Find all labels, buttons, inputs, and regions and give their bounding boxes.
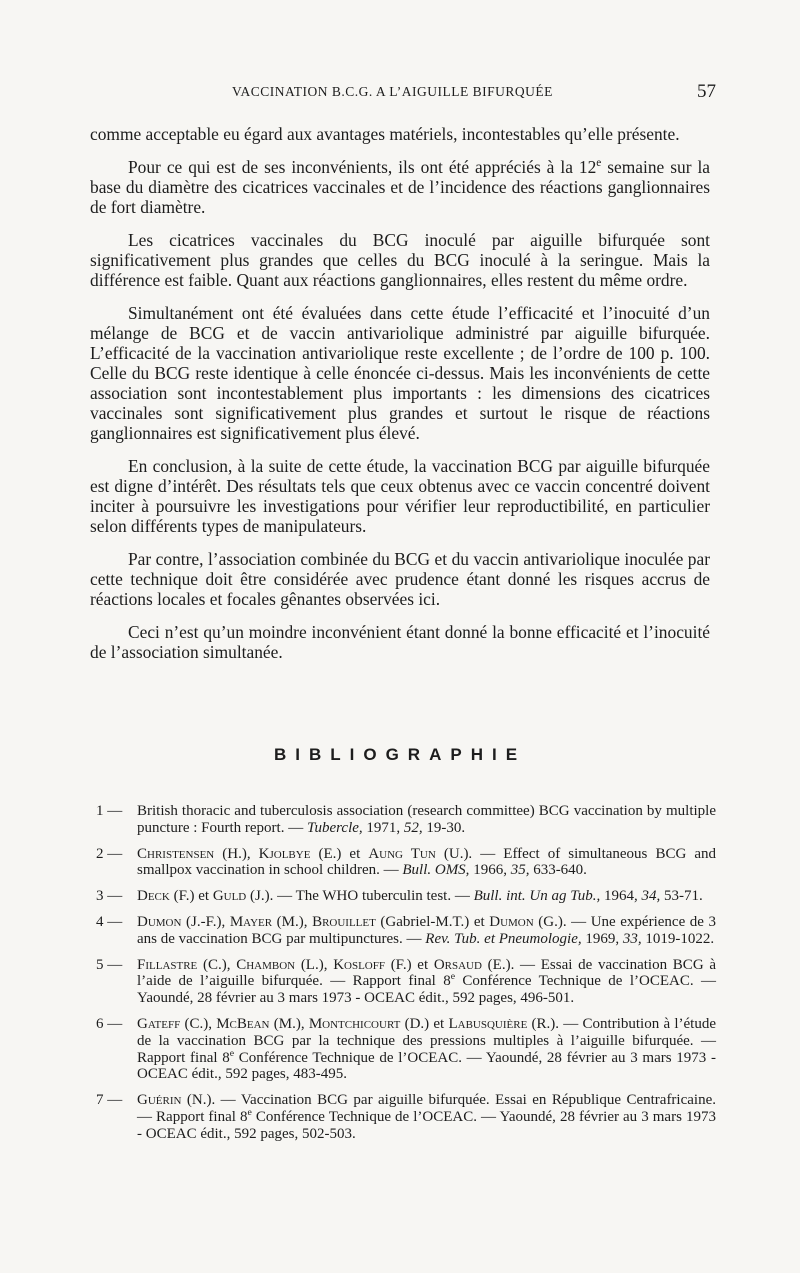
paragraph-5: En conclusion, à la suite de cette étude, la vaccination BCG par aiguille bifurquée est digne d’intérêt. Des résultats tels que ceux obtenus avec ce vaccin concentré doivent inciter à poursuivre les investigations pour vérifier leur reproductibilité, en particulier selon différents types de manipulateurs. [90, 456, 710, 536]
paragraph-4: Simultanément ont été évaluées dans cette étude l’efficacité et l’inocuité d’un mélange de BCG et de vaccin antivariolique administré par aiguille bifurquée. L’efficacité de la vaccination antivariolique reste excellente ; de l’ordre de 100 p. 100. Celle du BCG reste identique à celle énoncée ci-dessus. Mais les inconvénients de cette association sont incontestablement plus importants : les dimensions des cicatrices vaccinales sont significativement plus grandes et surtout le risque de réactions ganglionnaires est significativement plus élevé. [90, 303, 710, 443]
reference-text: Dumon (J.-F.), Mayer (M.), Brouillet (Gabriel-M.T.) et Dumon (G.). — Une expérience de 3 ans de vaccination BCG par multipunctures. — Rev. Tub. et Pneumologie, 1969, 33, 1019-1022. [137, 913, 717, 947]
reference-number: 5 — [96, 956, 123, 973]
reference-number: 4 — [96, 913, 123, 930]
reference-item [96, 846, 716, 880]
reference-number: 6 — [96, 1015, 123, 1032]
reference-number: 2 — [96, 845, 123, 862]
reference-number: 1 — [96, 803, 123, 819]
reference-item [96, 914, 716, 948]
reference-item [96, 957, 716, 1007]
running-title: VACCINATION B.C.G. A L’AIGUILLE BIFURQUÉE [232, 84, 553, 99]
paragraph-2: Pour ce qui est de ses inconvénients, ils ont été appréciés à la 12e semaine sur la base du diamètre des cicatrices vaccinales et de l’incidence des réactions ganglionnaires de fort diamètre. [90, 157, 711, 217]
reference-text: British thoracic and tuberculosis association (research committee) BCG vaccination by multiple puncture : Fourth report. — Tubercle, 1971, 52, 19-30. [137, 803, 716, 836]
reference-text: Guérin (N.). — Vaccination BCG par aiguille bifurquée. Essai en République Centrafricaine. — Rapport final 8e Conférence Technique de l’OCEAC. — Yaoundé, 28 février au 3 mars 1973 - OCEAC édit., 592 pages, 502-503. [137, 1092, 716, 1142]
reference-text: Christensen (H.), Kjolbye (E.) et Aung Tun (U.). — Effect of simultaneous BCG and smallpox vaccination in school children. — Bull. OMS, 1966, 35, 633-640. [137, 845, 716, 879]
paragraph-6: Par contre, l’association combinée du BCG et du vaccin antivariolique inoculée par cette technique doit être considérée avec prudence étant donné les risques accrus de réactions locales et focales gênantes observées ici. [90, 549, 710, 609]
bibliography-heading: BIBLIOGRAPHIE [273, 745, 527, 764]
reference-number: 3 — [96, 888, 123, 905]
reference-list [96, 803, 716, 1152]
reference-number: 7 — [96, 1092, 123, 1109]
reference-item [96, 888, 716, 905]
page-number: 57 [697, 81, 716, 102]
reference-text: Gateff (C.), McBean (M.), Montchicourt (D.) et Labusquière (R.). — Contribution à l’étude de la vaccination BCG par la technique des pressions multiples à l’aiguille bifurquée. — Rapport final 8e Conférence Technique de l’OCEAC. — Yaoundé, 28 février au 3 mars 1973 - OCEAC édit., 592 pages, 483-495. [137, 1015, 716, 1083]
reference-item [96, 803, 716, 837]
paragraph-3: Les cicatrices vaccinales du BCG inoculé par aiguille bifurquée sont significativement plus grandes que celles du BCG inoculé à la seringue. Mais la différence est faible. Quant aux réactions ganglionnaires, elles restent du même ordre. [90, 230, 710, 290]
reference-item [96, 1016, 716, 1083]
reference-item [96, 1092, 716, 1142]
reference-text: Deck (F.) et Guld (J.). — The WHO tuberculin test. — Bull. int. Un ag Tub., 1964, 34, 53-71. [137, 888, 703, 905]
paragraph-7: Ceci n’est qu’un moindre inconvénient étant donné la bonne efficacité et l’inocuité de l’association simultanée. [90, 622, 710, 662]
body-text [90, 124, 710, 675]
paragraph-1: comme acceptable eu égard aux avantages matériels, incontestables qu’elle présente. [90, 124, 680, 144]
reference-text: Fillastre (C.), Chambon (L.), Kosloff (F.) et Orsaud (E.). — Essai de vaccination BCG à l’aide de l’aiguille bifurquée. — Rapport final 8e Conférence Technique de l’OCEAC. — Yaoundé, 28 février au 3 mars 1973 - OCEAC édit., 592 pages, 496-501. [137, 956, 717, 1007]
